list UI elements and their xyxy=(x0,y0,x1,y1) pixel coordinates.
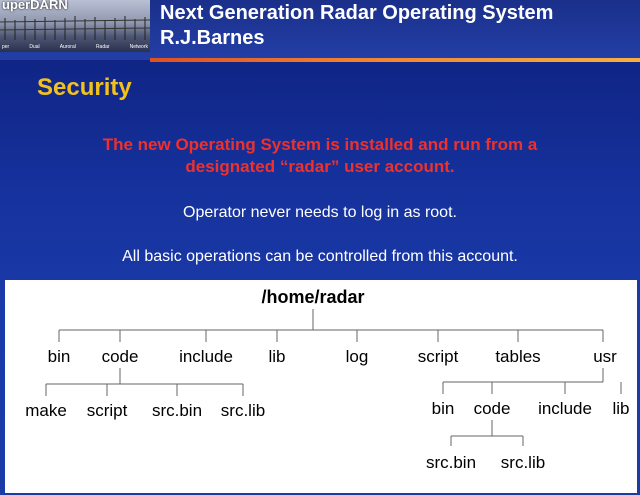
dir-code: code xyxy=(101,347,139,366)
radar-array-image xyxy=(0,10,150,44)
dir-code-src-bin: src.bin xyxy=(151,401,203,420)
header-rule xyxy=(150,58,640,62)
body-line-2: All basic operations can be controlled from this account. xyxy=(122,248,518,265)
logo-subtitle: per xyxy=(2,44,10,50)
dir-usr-lib: lib xyxy=(612,399,630,418)
dir-code-src-lib: src.lib xyxy=(220,401,266,420)
dir-code-make: make xyxy=(25,401,67,420)
logo-subtitles xyxy=(2,44,148,50)
dir-tables: tables xyxy=(495,347,541,366)
section-title: Security xyxy=(37,74,132,101)
dir-usr-code-src-bin: src.bin xyxy=(425,453,477,472)
highlight-line-1: The new Operating System is installed and run from a xyxy=(102,135,538,154)
dir-usr-code-src-lib: src.lib xyxy=(500,453,546,472)
logo-subtitle: Radar xyxy=(95,44,110,50)
author-name: R.J.Barnes xyxy=(160,27,265,49)
dir-include: include xyxy=(179,347,233,366)
dir-usr-bin: bin xyxy=(431,399,455,418)
highlight-line-2: designated “radar” user account. xyxy=(185,157,455,176)
dir-log: log xyxy=(345,347,369,366)
dir-bin: bin xyxy=(47,347,71,366)
tree-connectors xyxy=(46,309,621,446)
directory-tree xyxy=(5,280,637,493)
tree-root: /home/radar xyxy=(261,287,365,307)
logo-subtitle: Network xyxy=(129,44,148,50)
superdarn-logo xyxy=(0,0,150,52)
logo-subtitle: Auroral xyxy=(59,44,76,50)
dir-usr: usr xyxy=(593,347,617,366)
directory-tree-diagram xyxy=(5,280,637,493)
dir-code-script: script xyxy=(86,401,128,420)
dir-lib: lib xyxy=(268,347,286,366)
dir-usr-include: include xyxy=(538,399,592,418)
body-line-1: Operator never needs to log in as root. xyxy=(183,204,457,221)
dir-usr-code: code xyxy=(473,399,511,418)
dir-script: script xyxy=(417,347,459,366)
slide-title: Next Generation Radar Operating System xyxy=(160,2,554,24)
logo-title: uperDARN xyxy=(2,0,68,12)
logo-subtitle: Dual xyxy=(29,44,40,50)
